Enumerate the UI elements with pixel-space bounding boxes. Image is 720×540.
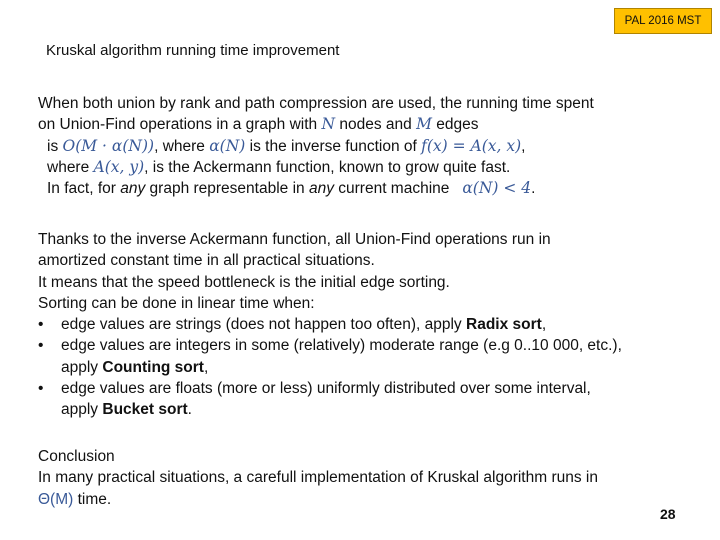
text: , — [521, 137, 526, 155]
text: current machine — [333, 180, 450, 198]
text-line — [38, 136, 678, 157]
text: When both union by rank and path compression are used, the running time spent — [38, 95, 594, 112]
math-N: N — [321, 115, 336, 134]
bullet-icon: • — [38, 337, 44, 355]
text-line — [61, 399, 591, 420]
text: Sorting can be done in linear time when: — [38, 294, 315, 312]
paragraph-sorting — [38, 229, 698, 421]
text-line — [38, 178, 678, 199]
text: time. — [73, 490, 112, 508]
text: . — [531, 180, 536, 198]
text: edge values are integers in some (relatively) moderate range (e.g 0..10 000, etc.), — [61, 337, 622, 355]
math-theta: Θ(M) — [38, 490, 74, 508]
bullet-item-counting — [38, 335, 698, 378]
math-M: M — [416, 115, 432, 134]
bullet-icon: • — [38, 380, 44, 398]
text: It means that the speed bottleneck is the initial edge sorting. — [38, 273, 450, 291]
math-ackermann: A(x, y) — [93, 157, 145, 176]
text-line — [61, 357, 622, 378]
text: edge values are strings (does not happen too often), apply — [61, 316, 466, 334]
text: In many practical situations, a carefull implementation of Kruskal algorithm runs in — [38, 469, 598, 487]
bullet-item-bucket — [38, 378, 698, 421]
math-fx: f(x) = A(x, x) — [421, 136, 522, 155]
text-line — [61, 378, 591, 399]
text: , where — [154, 137, 210, 155]
text-line — [61, 314, 546, 335]
math-complexity: O(M · α(N)) — [62, 136, 155, 155]
text-line — [38, 114, 678, 135]
paragraph-union-find — [38, 93, 678, 199]
text: apply — [61, 358, 103, 376]
page-number: 28 — [660, 506, 676, 522]
text: amortized constant time in all practical situations. — [38, 252, 375, 270]
text-line — [38, 446, 698, 467]
text: , is the Ackermann function, known to grow quite fast. — [144, 158, 511, 176]
text: nodes and — [335, 116, 417, 134]
text: , — [203, 358, 209, 376]
text: , — [541, 316, 547, 334]
text: . — [187, 401, 192, 419]
text: graph representable in — [145, 180, 309, 198]
text-line — [61, 335, 622, 356]
text-line — [38, 489, 698, 510]
text: apply — [61, 401, 103, 419]
conclusion-heading: Conclusion — [38, 448, 115, 465]
course-badge: PAL 2016 MST — [614, 8, 712, 34]
text-line — [38, 250, 698, 271]
text: edges — [431, 116, 479, 134]
bullet-icon: • — [38, 316, 44, 334]
text-line — [38, 293, 698, 314]
paragraph-conclusion — [38, 446, 698, 510]
slide-title: Kruskal algorithm running time improvement — [46, 42, 340, 59]
text-line — [38, 229, 698, 250]
math-alpha: α(N) — [209, 136, 246, 155]
text: Thanks to the inverse Ackermann function, all Union-Find operations run in — [38, 231, 551, 248]
text-line — [38, 93, 678, 114]
text-line — [38, 467, 698, 488]
bucket-sort-term: Bucket sort — [102, 401, 188, 419]
text: edge values are floats (more or less) uniformly distributed over some interval, — [61, 380, 591, 398]
text: In fact, for — [47, 180, 121, 198]
math-inequality: α(N) < 4 — [462, 179, 532, 198]
text: is — [47, 137, 63, 155]
emphasis-any: any — [308, 180, 334, 198]
text: where — [47, 158, 94, 176]
bullet-item-radix — [38, 314, 698, 335]
emphasis-any: any — [120, 180, 146, 198]
text: on Union-Find operations in a graph with — [38, 116, 322, 134]
text-line — [38, 272, 698, 293]
radix-sort-term: Radix sort — [466, 316, 542, 334]
text-line — [38, 157, 678, 178]
counting-sort-term: Counting sort — [102, 358, 204, 376]
text: is the inverse function of — [245, 137, 422, 155]
